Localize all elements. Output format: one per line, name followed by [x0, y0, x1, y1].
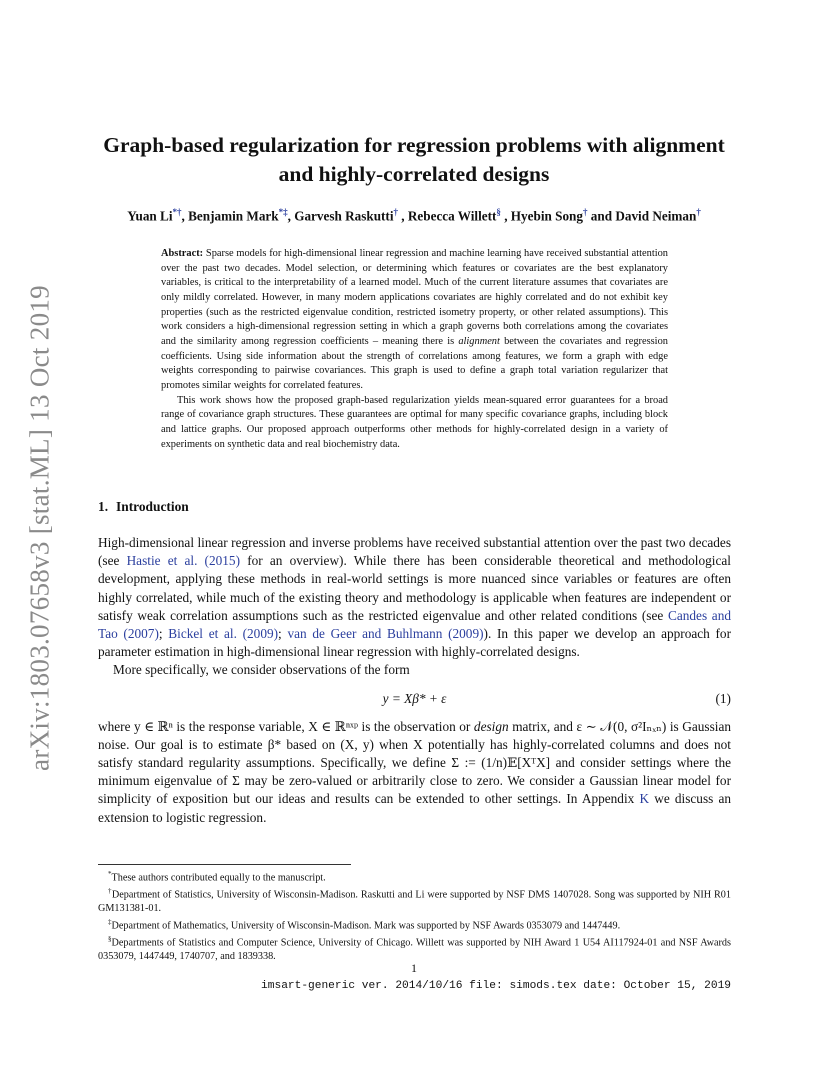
abstract-emphasis: alignment [458, 335, 500, 347]
body-text: High-dimensional linear regression and inverse problems have received substantial attention over the past two decades (see [98, 535, 731, 569]
footnotes [98, 868, 731, 963]
author-list: Yuan Li*†, Benjamin Mark*‡, Garvesh Raskutti† , Rebecca Willett§ , Hyebin Song† and David Neiman† [127, 207, 701, 224]
arxiv-identifier-stamp [10, 278, 70, 778]
author-affiliation-mark[interactable]: † [393, 207, 398, 217]
author-affiliation-mark[interactable]: *† [172, 207, 182, 217]
running-footer: imsart-generic ver. 2014/10/16 file: simods.tex date: October 15, 2019 [261, 980, 731, 992]
author-name: Benjamin Mark [188, 208, 279, 224]
footnote-text: Department of Statistics, University of Wisconsin-Madison. Raskutti and Li were supported by NSF DMS 1407028. Song was supported by NIH R01 GM131381-01. [98, 889, 731, 914]
footnote-mark: † [108, 886, 112, 895]
body-text: for an overview). While there has been considerable theoretical and methodological development, applying these methods in real-world settings is more nuanced since variables or features are often highly correlated, while much of the existing theory and methodology is applicable when features are independent or satisfy weak correlation assumptions such as the restricted eigenvalue and other related conditions (see [98, 553, 731, 623]
body-paragraph [98, 718, 731, 827]
citation-link[interactable]: Hastie et al. (2015) [126, 553, 241, 569]
appendix-link[interactable]: K [639, 791, 650, 807]
abstract-paragraph [161, 247, 668, 394]
body-emphasis: design [473, 718, 509, 734]
abstract-paragraph: This work shows how the proposed graph-based regularization yields mean-squared error guarantees for a broad range of covariance graph structures. These guarantees are optimal for many specific covariance graphs, including block and lattice graphs. Our proposed approach outperforms other methods for highly-correlated design in a variety of experiments on synthetic data and real biochemistry data. [161, 394, 668, 450]
author-affiliation-mark[interactable]: † [696, 207, 701, 217]
page-title: Graph-based regularization for regression problems with alignment and highly-correlated designs [103, 133, 725, 186]
footnote-mark: ‡ [108, 917, 112, 926]
author-name: David Neiman [615, 208, 697, 224]
equation-number: (1) [715, 690, 731, 706]
section-heading [98, 499, 189, 515]
author-name: Yuan Li [127, 208, 173, 224]
footnote-text: These authors contributed equally to the manuscript. [111, 872, 326, 884]
citation-link[interactable]: Bickel et al. (2009) [168, 626, 279, 642]
footnote [98, 916, 731, 933]
author-affiliation-mark[interactable]: † [582, 207, 588, 217]
author-affiliation-mark[interactable]: *‡ [278, 207, 288, 217]
equation-block [98, 680, 731, 718]
author-name: Garvesh Raskutti [294, 208, 394, 224]
section-number: 1. [98, 499, 109, 514]
author-name: Hyebin Song [510, 208, 583, 224]
footnote [98, 868, 731, 885]
page-number: 1 [411, 961, 417, 975]
footnote-mark: * [108, 870, 112, 878]
body-text: ). In this paper we develop an approach for parameter estimation in high-dimensional linear regression with highly-correlated designs. [98, 626, 732, 660]
body-text: matrix, and ε ∼ 𝒩(0, σ²Iₙₓₙ) is Gaussian noise. Our goal is to estimate β* based on (X, y) when X potentially has highly-correlated columns and does not satisfy standard regularity assumptions. Specifically, we define Σ := (1/n)𝔼[XᵀX] and consider settings where the minimum eigenvalue of Σ may be zero-valued or arbitrarily close to zero. We consider a Gaussian linear model for simplicity of exposition but our ideas and results can be extended to other settings. In Appendix [98, 718, 732, 807]
body-paragraph: More specifically, we consider observations of the form [113, 662, 410, 678]
footnote [98, 933, 731, 964]
abstract [161, 247, 668, 452]
footnote-mark: § [108, 934, 112, 943]
body-text: ; [158, 626, 163, 642]
footnote-divider [98, 864, 351, 865]
author-name: Rebecca Willett [407, 208, 497, 224]
body-text: ; [278, 626, 282, 642]
introduction-body [98, 534, 731, 827]
abstract-label: Abstract: [161, 248, 204, 259]
body-paragraph [98, 534, 731, 661]
body-text: we discuss an extension to logistic regression. [98, 791, 731, 825]
footnote [98, 885, 731, 916]
citation-link[interactable]: Candes and Tao (2007) [98, 607, 731, 642]
arxiv-identifier-text: arXiv:1803.07658v3 [stat.ML] 13 Oct 2019 [24, 285, 55, 771]
author-affiliation-mark[interactable]: § [496, 207, 501, 217]
section-title: Introduction [116, 499, 189, 514]
body-text: where y ∈ ℝⁿ is the response variable, X ∈ ℝⁿˣᵖ is the observation or [98, 718, 471, 734]
abstract-text: Sparse models for high-dimensional linear regression and machine learning have received substantial attention over the past two decades. Model selection, or determining which features or covariates are the best explanatory variables, is critical to the interpretability of a learned model. Much of the current literature assumes that covariates are only mildly correlated. However, in many modern applications covariates are highly correlated and do not exhibit key properties (such as the restricted eigenvalue condition, restricted isometry property, or other related assumptions). This work considers a high-dimensional regression setting in which a graph governs both correlations among the covariates and the similarity among regression coefficients – meaning there is [161, 248, 668, 347]
footnote-text: Departments of Statistics and Computer Science, University of Chicago. Willett was supported by NIH Award 1 U54 AI117924-01 and NSF Awards 0353079, 1447449, 1740707, and 1839338. [98, 936, 731, 962]
footnote-text: Department of Mathematics, University of Wisconsin-Madison. Mark was supported by NSF Awards 0353079 and 1447449. [111, 919, 621, 931]
abstract-text: between the covariates and regression coefficients. Using side information about the strength of correlations among features, we form a graph with edge weights corresponding to pairwise covariances. This graph is used to define a graph total variation regularizer that promotes similar weights for correlated features. [161, 335, 668, 391]
citation-link[interactable]: van de Geer and Buhlmann (2009) [287, 626, 484, 642]
equation: y = Xβ* + ε [382, 690, 447, 706]
